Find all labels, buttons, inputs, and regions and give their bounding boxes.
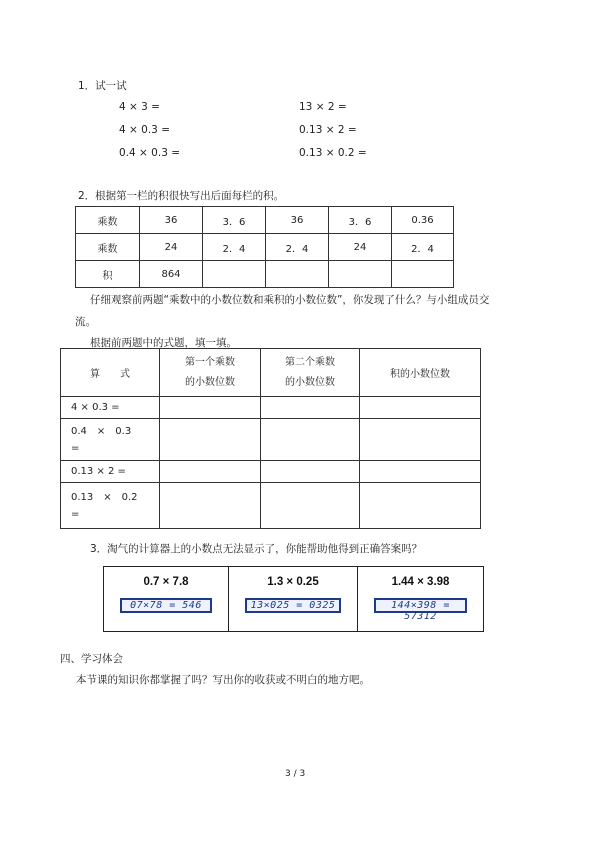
formula-cell: [61, 483, 160, 529]
q1-right-2: 0.13 × 0.2 =: [299, 147, 367, 159]
table-row: [61, 419, 481, 461]
answer-cell[interactable]: [261, 419, 360, 461]
q1-left-1: 4 × 0.3 =: [119, 124, 170, 136]
answer-cell[interactable]: [360, 397, 481, 419]
calculator-panel-2: [229, 566, 358, 632]
table-row: [61, 461, 481, 483]
table-row: [76, 261, 454, 288]
table-cell: 36: [266, 207, 329, 234]
q2-title: 2．根据第一栏的积很快写出后面每栏的积。: [78, 190, 285, 202]
table-cell: 2．4: [266, 234, 329, 261]
q1-title: 1．试一试: [78, 80, 127, 92]
answer-cell[interactable]: [360, 419, 481, 461]
table-cell: [329, 261, 392, 288]
answer-cell[interactable]: [360, 461, 481, 483]
formula-cell: [61, 397, 160, 419]
header-second-line-2: 的小数位数: [285, 376, 335, 388]
table-cell: 864: [140, 261, 203, 288]
table-row: [76, 234, 454, 261]
product-table: [75, 206, 454, 288]
table-row: [61, 483, 481, 529]
row-label: 乘数: [76, 234, 140, 261]
calc-expression: 1.44 × 3.98: [391, 576, 450, 588]
answer-cell[interactable]: [160, 461, 261, 483]
q1-right-0: 13 × 2 =: [299, 101, 347, 113]
table-header-row: [61, 349, 481, 397]
table-cell: 36: [140, 207, 203, 234]
row-label: 乘数: [76, 207, 140, 234]
header-first-factor: [160, 349, 261, 397]
formula-line-1: 0.13 × 0.2: [71, 491, 138, 503]
calculator-panel-3: [358, 566, 484, 632]
table-cell: 2．4: [203, 234, 266, 261]
table-cell: [266, 261, 329, 288]
calculator-panel-1: [103, 566, 229, 632]
observe-line-2: 流。: [75, 316, 96, 328]
fill-intro: 根据前两题中的式题，填一填。: [90, 337, 237, 349]
formula-cell: [61, 461, 160, 483]
section-4-heading: 四、学习体会: [60, 653, 123, 665]
answer-cell[interactable]: [261, 483, 360, 529]
formula-line-2: =: [71, 508, 80, 520]
formula-line-2: =: [71, 442, 80, 454]
table-cell: 24: [329, 234, 392, 261]
answer-cell[interactable]: [360, 483, 481, 529]
section-4-text: 本节课的知识你都掌握了吗？写出你的收获或不明白的地方吧。: [76, 674, 370, 686]
table-cell: 24: [140, 234, 203, 261]
answer-cell[interactable]: [160, 419, 261, 461]
table-row: [76, 207, 454, 234]
calc-expression: 1.3 × 0.25: [267, 576, 319, 588]
formula-cell: [61, 419, 160, 461]
header-second-line-1: 第二个乘数: [285, 356, 335, 368]
table-cell: 2．4: [392, 234, 454, 261]
q1-right-1: 0.13 × 2 =: [299, 124, 357, 136]
calculator-display: 144×398 = 57312: [374, 598, 467, 613]
calculator-display: 13×025 = 0325: [245, 598, 341, 613]
row-label: 积: [76, 261, 140, 288]
calc-expression: 0.7 × 7.8: [143, 576, 189, 588]
table-cell: 3．6: [329, 207, 392, 234]
header-formula: 算 式: [61, 349, 160, 397]
header-product-places: 积的小数位数: [360, 349, 481, 397]
formula-line-1: 4 × 0.3 =: [71, 402, 120, 413]
header-second-factor: [261, 349, 360, 397]
formula-line-1: 0.13 × 2 =: [71, 466, 126, 477]
answer-cell[interactable]: [160, 397, 261, 419]
header-first-line-2: 的小数位数: [185, 376, 235, 388]
observe-line-1: 仔细观察前两题“乘数中的小数位数和乘积的小数位数”，你发现了什么？与小组成员交: [90, 294, 490, 306]
table-cell: 0.36: [392, 207, 454, 234]
page-number: 3 / 3: [285, 769, 306, 779]
answer-cell[interactable]: [261, 461, 360, 483]
calculator-display: 07×78 = 546: [120, 598, 212, 613]
q3-title: 3．淘气的计算器上的小数点无法显示了，你能帮助他得到正确答案吗？: [90, 543, 423, 555]
decimal-places-table: [60, 348, 481, 529]
formula-line-1: 0.4 × 0.3: [71, 425, 132, 437]
answer-cell[interactable]: [160, 483, 261, 529]
table-cell: [392, 261, 454, 288]
q1-left-0: 4 × 3 =: [119, 101, 160, 113]
header-first-line-1: 第一个乘数: [185, 356, 235, 368]
table-cell: 3．6: [203, 207, 266, 234]
table-cell: [203, 261, 266, 288]
answer-cell[interactable]: [261, 397, 360, 419]
q1-left-2: 0.4 × 0.3 =: [119, 147, 181, 159]
table-row: [61, 397, 481, 419]
